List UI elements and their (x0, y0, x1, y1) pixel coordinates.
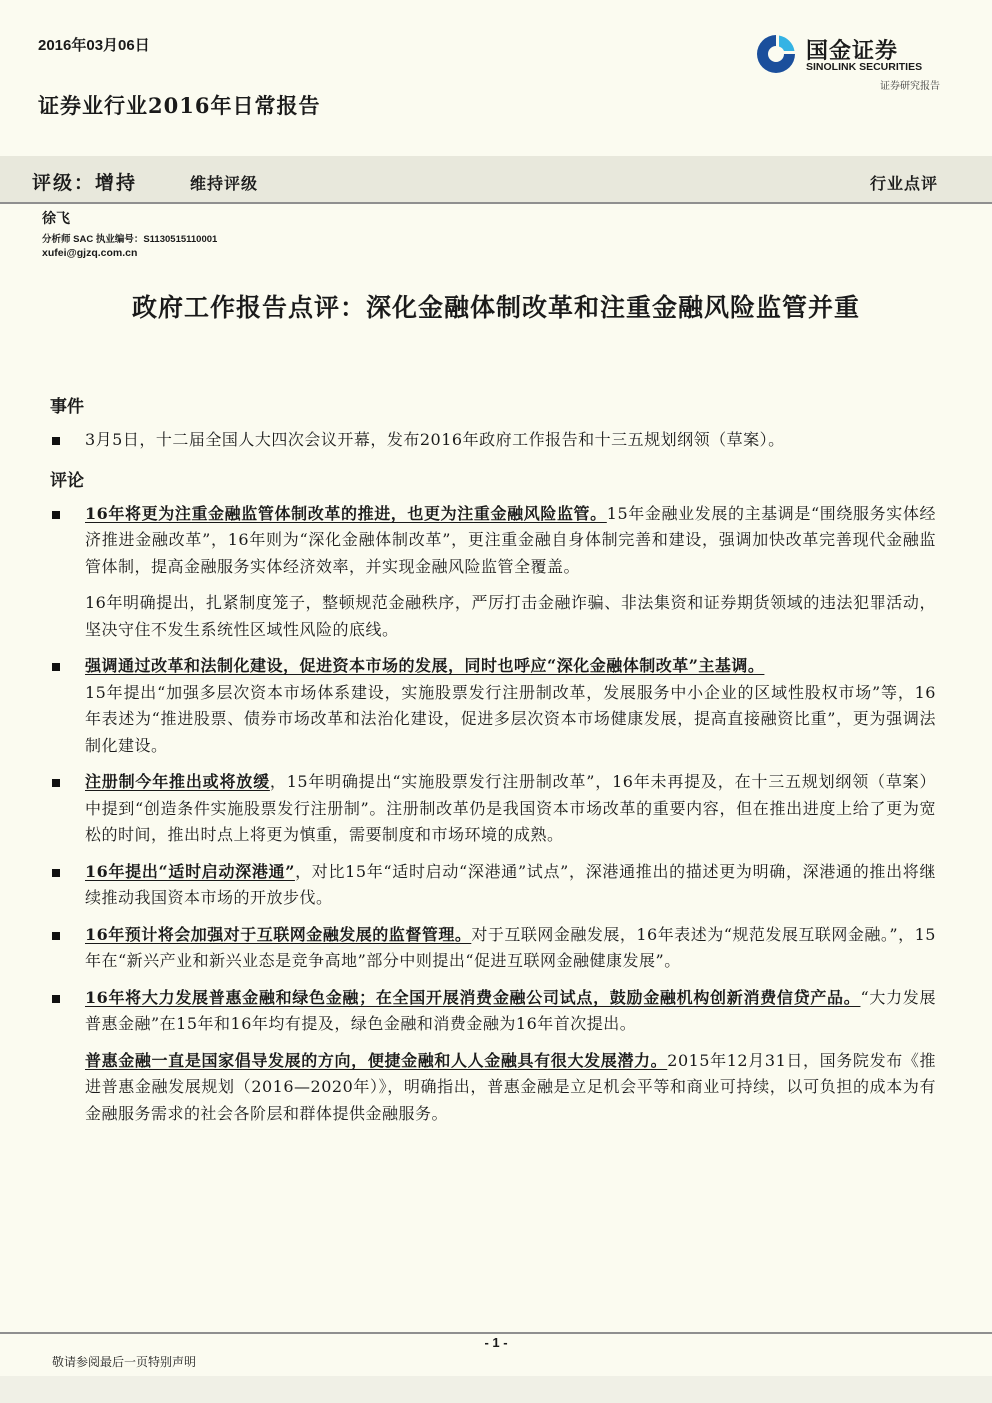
bullet-4-highlight: 16年提出“适时启动深港通” (85, 861, 295, 881)
bullet-2-highlight: 强调通过改革和法制化建设，促进资本市场的发展，同时也呼应“深化金融体制改革”主基调。 (85, 656, 765, 675)
bullet-2-text: 15年提出“加强多层次资本市场体系建设，实施股票发行注册制改革，发展服务中小企业的区域性股权市场”等，16年表述为“推进股票、债券市场改革和法治化建设，促进多层次资本市场健康发展，提高直接融资比重”，更为强调法制化建设。 (85, 682, 936, 755)
bullet-3-text: ，15年明确提出“实施股票发行注册制改革”，16年未再提及，在十三五规划纲领（草案）中提到“创造条件实施股票发行注册制”。注册制改革仍是我国资本市场改革的重要内容，但在推出进度上给了更为宽松的时间，推出时点上将更为慎重，需要制度和市场环境的成熟。 (85, 772, 936, 844)
rating-maintain: 维持评级 (190, 174, 259, 193)
bullet-6-highlight: 16年将大力发展普惠金融和绿色金融；在全国开展消费金融公司试点，鼓励金融机构创新消费信贷产品。 (85, 987, 861, 1007)
analyst-name: 徐飞 (42, 211, 70, 227)
analyst-email: xufei@gjzq.com.cn (42, 247, 138, 259)
analyst-cert: 分析师 SAC 执业编号：S1130515110001 (42, 234, 218, 245)
sinolink-logo (754, 30, 954, 92)
comment-bullet-2 (50, 653, 936, 759)
bullet-square-icon (52, 932, 60, 940)
bullet-5-text: 对于互联网金融发展，16年表述为“规范发展互联网金融。”，15年在“新兴产业和新兴业态是竞争高地”部分中则提出“促进互联网金融健康发展”。 (85, 924, 936, 970)
logo-subtitle: 证券研究报告 (880, 81, 940, 92)
bullet-6-paragraph (50, 1048, 936, 1128)
report-type: 行业点评 (869, 174, 938, 193)
event-item-text: 3月5日，十二届全国人大四次会议开幕，发布2016年政府工作报告和十三五规划纲领（草案）。 (85, 430, 785, 449)
bullet-square-icon (52, 437, 60, 445)
footer-band (0, 1376, 992, 1403)
footer-divider (0, 1332, 992, 1334)
event-item (50, 427, 936, 454)
bullet-6-paragraph-highlight: 普惠金融一直是国家倡导发展的方向，便捷金融和人人金融具有很大发展潜力。 (85, 1050, 668, 1070)
comment-bullet-6 (50, 985, 936, 1038)
rating-label: 评级：增持 (32, 172, 138, 194)
report-body (50, 392, 936, 1137)
bullet-4-text: ，对比15年“适时启动“深港通”试点”，深港通推出的描述更为明确，深港通的推出将继续推动我国资本市场的开放步伐。 (85, 861, 936, 907)
report-date: 2016年03月06日 (38, 37, 150, 54)
bullet-square-icon (52, 511, 60, 519)
main-title: 政府工作报告点评：深化金融体制改革和注重金融风险监管并重 (131, 293, 860, 322)
bullet-6-text: “大力发展普惠金融”在15年和16年均有提及，绿色金融和消费金融为16年首次提出。 (85, 987, 936, 1033)
bullet-1-paragraph: 16年明确提出，扎紧制度笼子，整顿规范金融秩序，严厉打击金融诈骗、非法集资和证券期货领域的违法犯罪活动，坚决守住不发生系统性区域性风险的底线。 (85, 593, 936, 639)
comment-bullet-5 (50, 922, 936, 975)
bullet-1-highlight: 16年将更为注重金融监管体制改革的推进，也更为注重金融风险监管。 (85, 503, 607, 523)
bullet-square-icon (52, 663, 60, 671)
comment-heading: 评论 (50, 470, 84, 491)
bullet-1-text: 15年金融业发展的主基调是“围绕服务实体经济推进金融改革”，16年则为“深化金融体制改革”，更注重金融自身体制完善和建设，强调加快改革完善现代金融监管体制，提高金融服务实体经济效率，并实现金融风险监管全覆盖。 (85, 503, 936, 576)
report-series-title: 证券业行业2016年日常报告 (38, 93, 321, 118)
analyst-info (42, 208, 217, 259)
logo-english-name: SINOLINK SECURITIES (806, 61, 923, 73)
page-number: - 1 - (484, 1335, 508, 1350)
bullet-3-highlight: 注册制今年推出或将放缓 (85, 772, 270, 791)
bullet-5-highlight: 16年预计将会加强对于互联网金融发展的监督管理。 (85, 924, 472, 944)
sinolink-logo-icon (754, 32, 798, 76)
comment-bullet-3 (50, 769, 936, 849)
event-heading: 事件 (50, 397, 84, 417)
bullet-square-icon (52, 995, 60, 1003)
logo-chinese-name: 国金证券 (806, 39, 899, 64)
comment-bullet-4 (50, 859, 936, 912)
footer-disclaimer: 敬请参阅最后一页特别声明 (52, 1355, 197, 1369)
bullet-square-icon (52, 779, 60, 787)
bullet-6-paragraph-text: 2015年12月31日，国务院发布《推进普惠金融发展规划（2016—2020年）》，明确指出，普惠金融是立足机会平等和商业可持续，以可负担的成本为有金融服务需求的社会各阶层和群体提供金融服务。 (85, 1050, 936, 1123)
bullet-square-icon (52, 869, 60, 877)
comment-bullet-1 (50, 501, 936, 581)
rating-bar (0, 156, 992, 204)
